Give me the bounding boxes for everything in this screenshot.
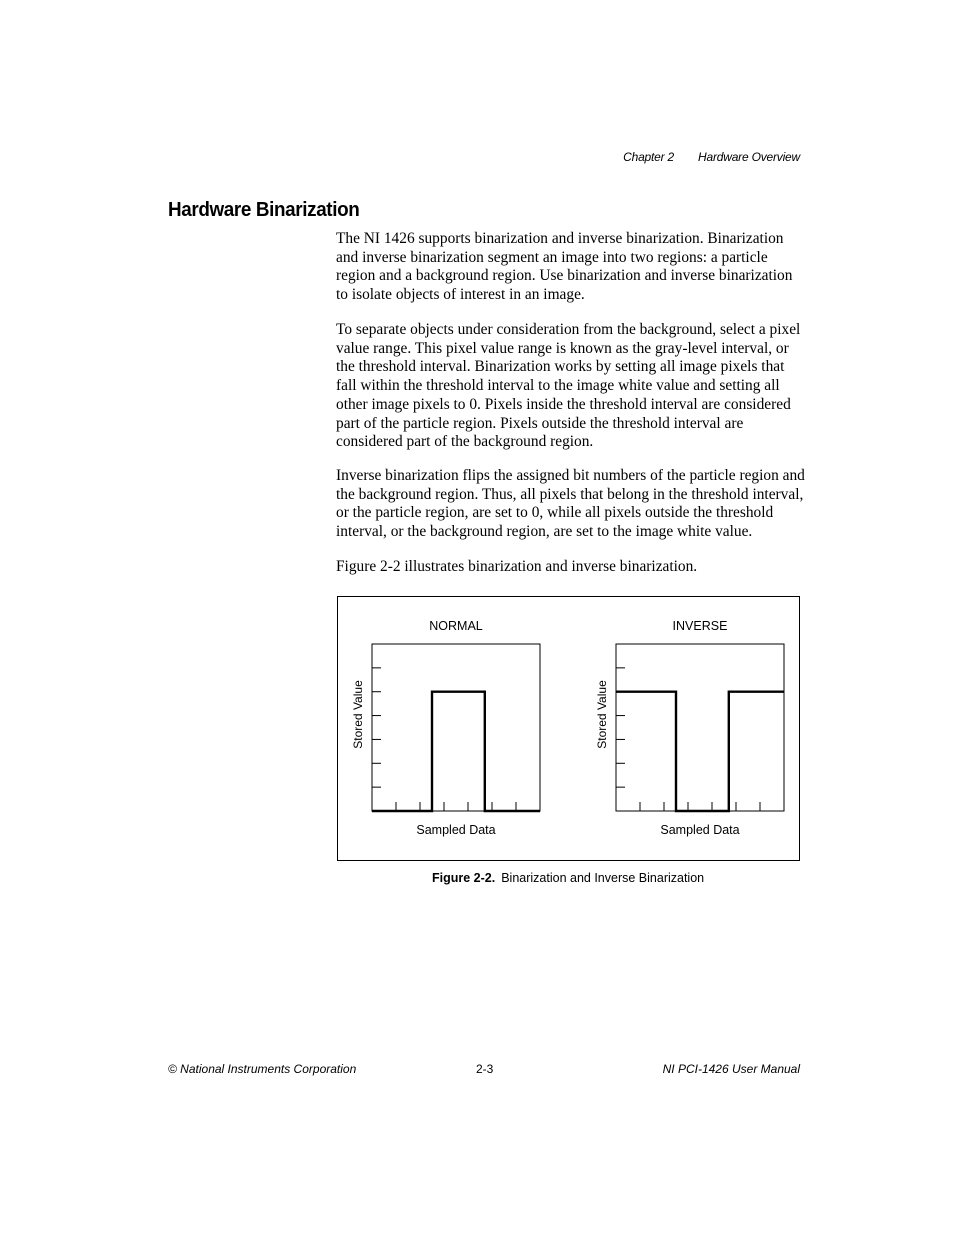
figure-charts [338, 597, 799, 860]
paragraph-4: Figure 2-2 illustrates binarization and inverse binarization. [336, 558, 698, 575]
figure-frame [337, 596, 800, 861]
inverse-chart-title: INVERSE [672, 619, 728, 633]
normal-chart-title: NORMAL [429, 619, 483, 633]
figure-caption-text: Binarization and Inverse Binarization [501, 871, 705, 885]
paragraph-2: To separate objects under consideration from the background, select a pixel value range. This pixel value range is known as the gray-level interval, or the threshold interval. Binarization works by setting all image pixels that fall within the threshold interval to the image white value and setting all other image pixels to 0. Pixels inside the threshold interval are considered part of the particle region. Pixels outside the threshold interval are considered part of the background region. [336, 321, 801, 451]
normal-y-axis-label: Stored Value [351, 680, 365, 749]
running-header [623, 150, 800, 164]
normal-x-axis-label: Sampled Data [416, 823, 496, 837]
figure-caption [432, 871, 704, 885]
header-section: Hardware Overview [698, 150, 800, 164]
section-heading: Hardware Binarization [168, 198, 360, 221]
inverse-plot-frame [616, 644, 784, 811]
footer-page-number: 2-3 [476, 1062, 494, 1076]
figure-label: Figure 2-2. [432, 871, 496, 885]
paragraph-3: Inverse binarization flips the assigned bit numbers of the particle region and the background region. Thus, all pixels that belong in the threshold interval, or the particle region, are set to 0, while all pixels outside the threshold interval, or the background region, are set to the image white value. [336, 467, 805, 541]
normal-step-series [372, 692, 540, 811]
inverse-y-axis-label: Stored Value [595, 680, 609, 749]
footer-copyright: © National Instruments Corporation [168, 1062, 357, 1076]
inverse-step-series [616, 692, 784, 811]
inverse-x-axis-label: Sampled Data [660, 823, 740, 837]
header-chapter: Chapter 2 [623, 150, 675, 164]
footer-manual-title: NI PCI-1426 User Manual [662, 1062, 800, 1076]
normal-plot-frame [372, 644, 540, 811]
paragraph-1: The NI 1426 supports binarization and inverse binarization. Binarization and inverse binarization segment an image into two regions: a particle region and a background region. Use binarization and inverse binarization to isolate objects of interest in an image. [336, 230, 793, 304]
